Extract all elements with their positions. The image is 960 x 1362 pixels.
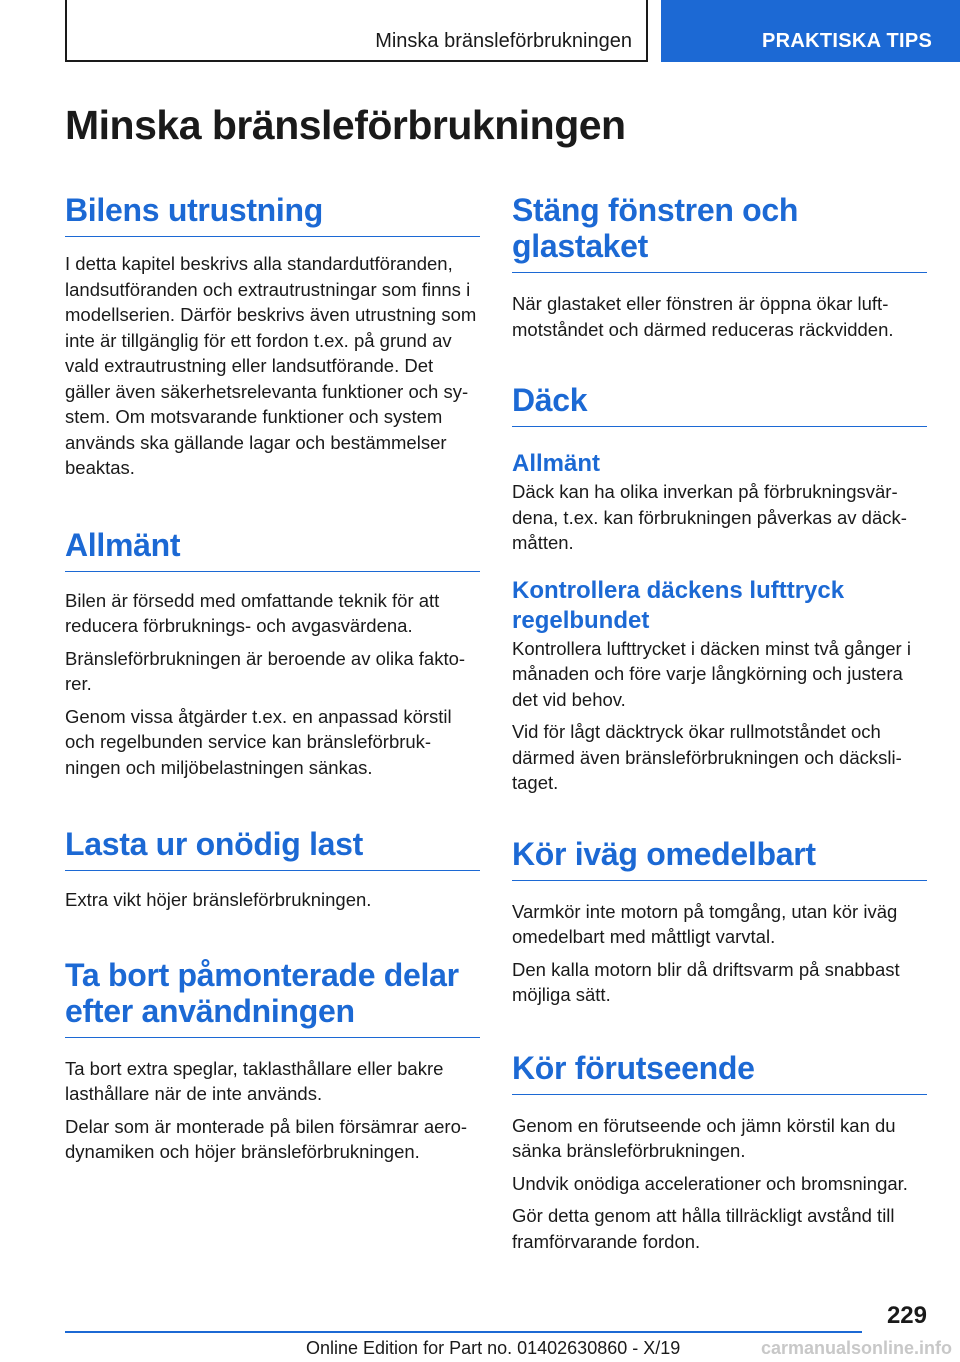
paragraph: Däck kan ha olika inverkan på förbrukningsvär-dena, t.ex. kan förbrukningen påverkas av däck-måtten. [512,481,907,553]
paragraph: Undvik onödiga accelerationer och bromsningar. [512,1172,908,1194]
section-anticipate [512,1050,927,1255]
paragraph: Vid för lågt däcktryck ökar rullmotståndet och därmed även bränsleförbrukningen och däcksli-taget. [512,721,902,793]
paragraph: Genom vissa åtgärder t.ex. en anpassad körstil och regelbunden service kan bränsleförbruk-ningen och miljöbelastningen sänkas. [65,705,452,778]
heading-anticipate: Kör förutseende [512,1050,927,1095]
section-remove-parts [65,957,480,1165]
header-chapter-tab [661,0,960,62]
paragraph: Bilen är försedd med omfattande teknik för att reducera förbruknings- och avgasvärdena. [65,589,440,636]
heading-equipment: Bilens utrustning [65,192,480,237]
section-windows [512,192,927,342]
paragraph: Bränsleförbrukningen är beroende av olika fakto-rer. [65,647,466,694]
paragraph: Gör detta genom att hålla tillräckligt avstånd till framförvarande fordon. [512,1205,895,1252]
section-unload [65,826,480,913]
paragraph: Den kalla motorn blir då driftsvarm på snabbast möjliga sätt. [512,958,900,1005]
page-number: 229 [886,1302,927,1329]
paragraph: Genom en förutseende och jämn körstil kan du sänka bränsleförbrukningen. [512,1114,896,1161]
heading-drive-off: Kör iväg omedelbart [512,836,927,881]
section-general [65,527,480,781]
watermark: carmanualsonline.info [760,1338,952,1358]
footer-rule [65,1331,862,1333]
paragraph: Delar som är monterade på bilen försämrar aero-dynamiken och höjer bränsleförbrukningen. [65,1115,468,1162]
paragraph: Kontrollera lufttrycket i däcken minst två gånger i månaden och före varje långkörning och justera det vid behov. [512,637,911,710]
paragraph: När glastaket eller fönstren är öppna ökar luft-motståndet och därmed reduceras räckvidden. [512,293,894,340]
heading-remove-parts: Ta bort påmonterade delar efter användningen [65,957,480,1038]
right-column [512,192,927,1254]
heading-windows: Stäng fönstren och glastaket [512,192,927,273]
left-column [65,192,480,1165]
header-section-box [65,0,648,62]
heading-general: Allmänt [65,527,480,572]
header-chapter-label: PRAKTISKA TIPS [762,30,933,52]
paragraph: Extra vikt höjer bränsleförbrukningen. [65,889,372,910]
section-tires [512,382,927,796]
section-equipment [65,192,480,481]
heading-tires: Däck [512,382,927,427]
heading-unload: Lasta ur onödig last [65,826,480,871]
subheading-general: Allmänt [512,450,601,477]
paragraph: I detta kapitel beskrivs alla standardutföranden, landsutföranden och extrautrustningar som finns i modellserien. Därför beskrivs även utrustning som inte är tillgänglig för ett fordon t.ex. på grund av vald extrautrustning eller landsutförande. Det gäller även säkerhetsrelevanta funktioner och sy-stem. Om motsvarande funktioner och system används ska gällande lagar och bestämmelser beaktas. [65,253,477,478]
paragraph: Varmkör inte motorn på tomgång, utan kör iväg omedelbart med måttligt varvtal. [512,900,898,947]
page-title: Minska bränsleförbrukningen [65,102,626,148]
footer-edition: Online Edition for Part no. 01402630860 - X/19 [306,1338,681,1358]
header-section-title: Minska bränsleförbrukningen [375,30,632,52]
subheading-tire-pressure: Kontrollera däckens lufttryck regelbundet [512,576,845,634]
section-drive-off [512,836,927,1008]
paragraph: Ta bort extra speglar, taklasthållare eller bakre lasthållare när de inte används. [65,1057,444,1104]
